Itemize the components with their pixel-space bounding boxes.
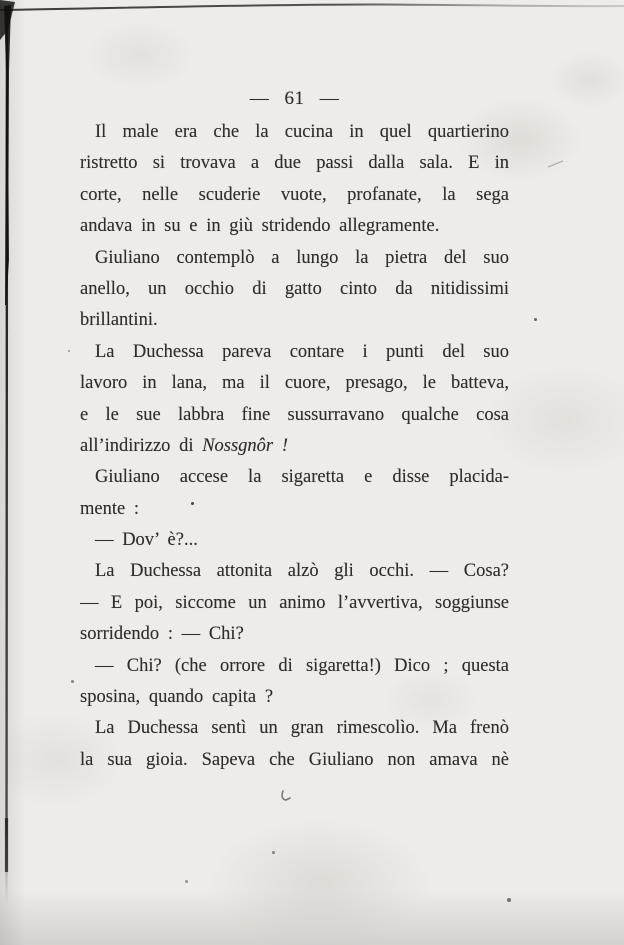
text-line: corte, nelle scuderie vuote, profanate, la sega (80, 184, 509, 205)
ink-speck (534, 318, 537, 321)
ink-speck (272, 851, 275, 854)
text-line: Il male era che la cucina in quel quartierino (95, 122, 509, 142)
left-edge-line (7, 8, 8, 905)
text-line: La Duchessa sentì un gran rimescolìo. Ma frenò (95, 718, 509, 739)
text-line: — E poi, siccome un animo l’avvertiva, soggiunse (80, 592, 509, 613)
pen-mark (282, 791, 290, 800)
scratch-mark (548, 161, 563, 167)
text-line: — Chi? (che orrore di sigaretta!) Dico ; questa (95, 655, 509, 676)
text-line: Giuliano contemplò a lungo la pietra del suo (95, 247, 509, 268)
italic-phrase: Nossgnôr ! (202, 435, 288, 456)
text-line: la sua gioia. Sapeva che Giuliano non amava nè (80, 749, 509, 770)
ink-speck (71, 680, 74, 683)
text-line (80, 431, 509, 462)
ink-speck (507, 898, 511, 902)
corner-shadow (0, 0, 15, 40)
text-line: Giuliano accese la sigaretta e disse placida- (95, 467, 509, 488)
text-block (80, 117, 509, 776)
text-line: ristretto si trovava a due passi dalla sala. E in (80, 153, 509, 174)
top-rule-artifact (0, 4, 624, 10)
left-edge-band (4, 5, 11, 305)
ink-speck (185, 880, 188, 883)
text-line: lavoro in lana, ma il cuore, presago, le batteva, (80, 373, 509, 394)
ink-speck (68, 350, 70, 352)
text-line: — Dov’ è?... (95, 530, 198, 551)
text-line: andava in su e in giù stridendo allegramente. (80, 216, 440, 237)
text-segment: all’indirizzo di (80, 435, 203, 456)
text-line: sorridendo : — Chi? (80, 624, 244, 645)
text-line: sposina, quando capita ? (80, 687, 274, 708)
text-line: anello, un occhio di gatto cinto da nitidissimi (80, 278, 509, 299)
text-line: e le sue labbra fine sussurravano qualche cosa (80, 404, 509, 425)
text-line: La Duchessa pareva contare i punti del suo (95, 341, 509, 362)
text-line: brillantini. (80, 310, 158, 331)
text-line: La Duchessa attonita alzò gli occhi. — Cosa? (95, 561, 509, 582)
page-number: — 61 — (249, 88, 340, 109)
text-line: mente : (80, 498, 140, 519)
